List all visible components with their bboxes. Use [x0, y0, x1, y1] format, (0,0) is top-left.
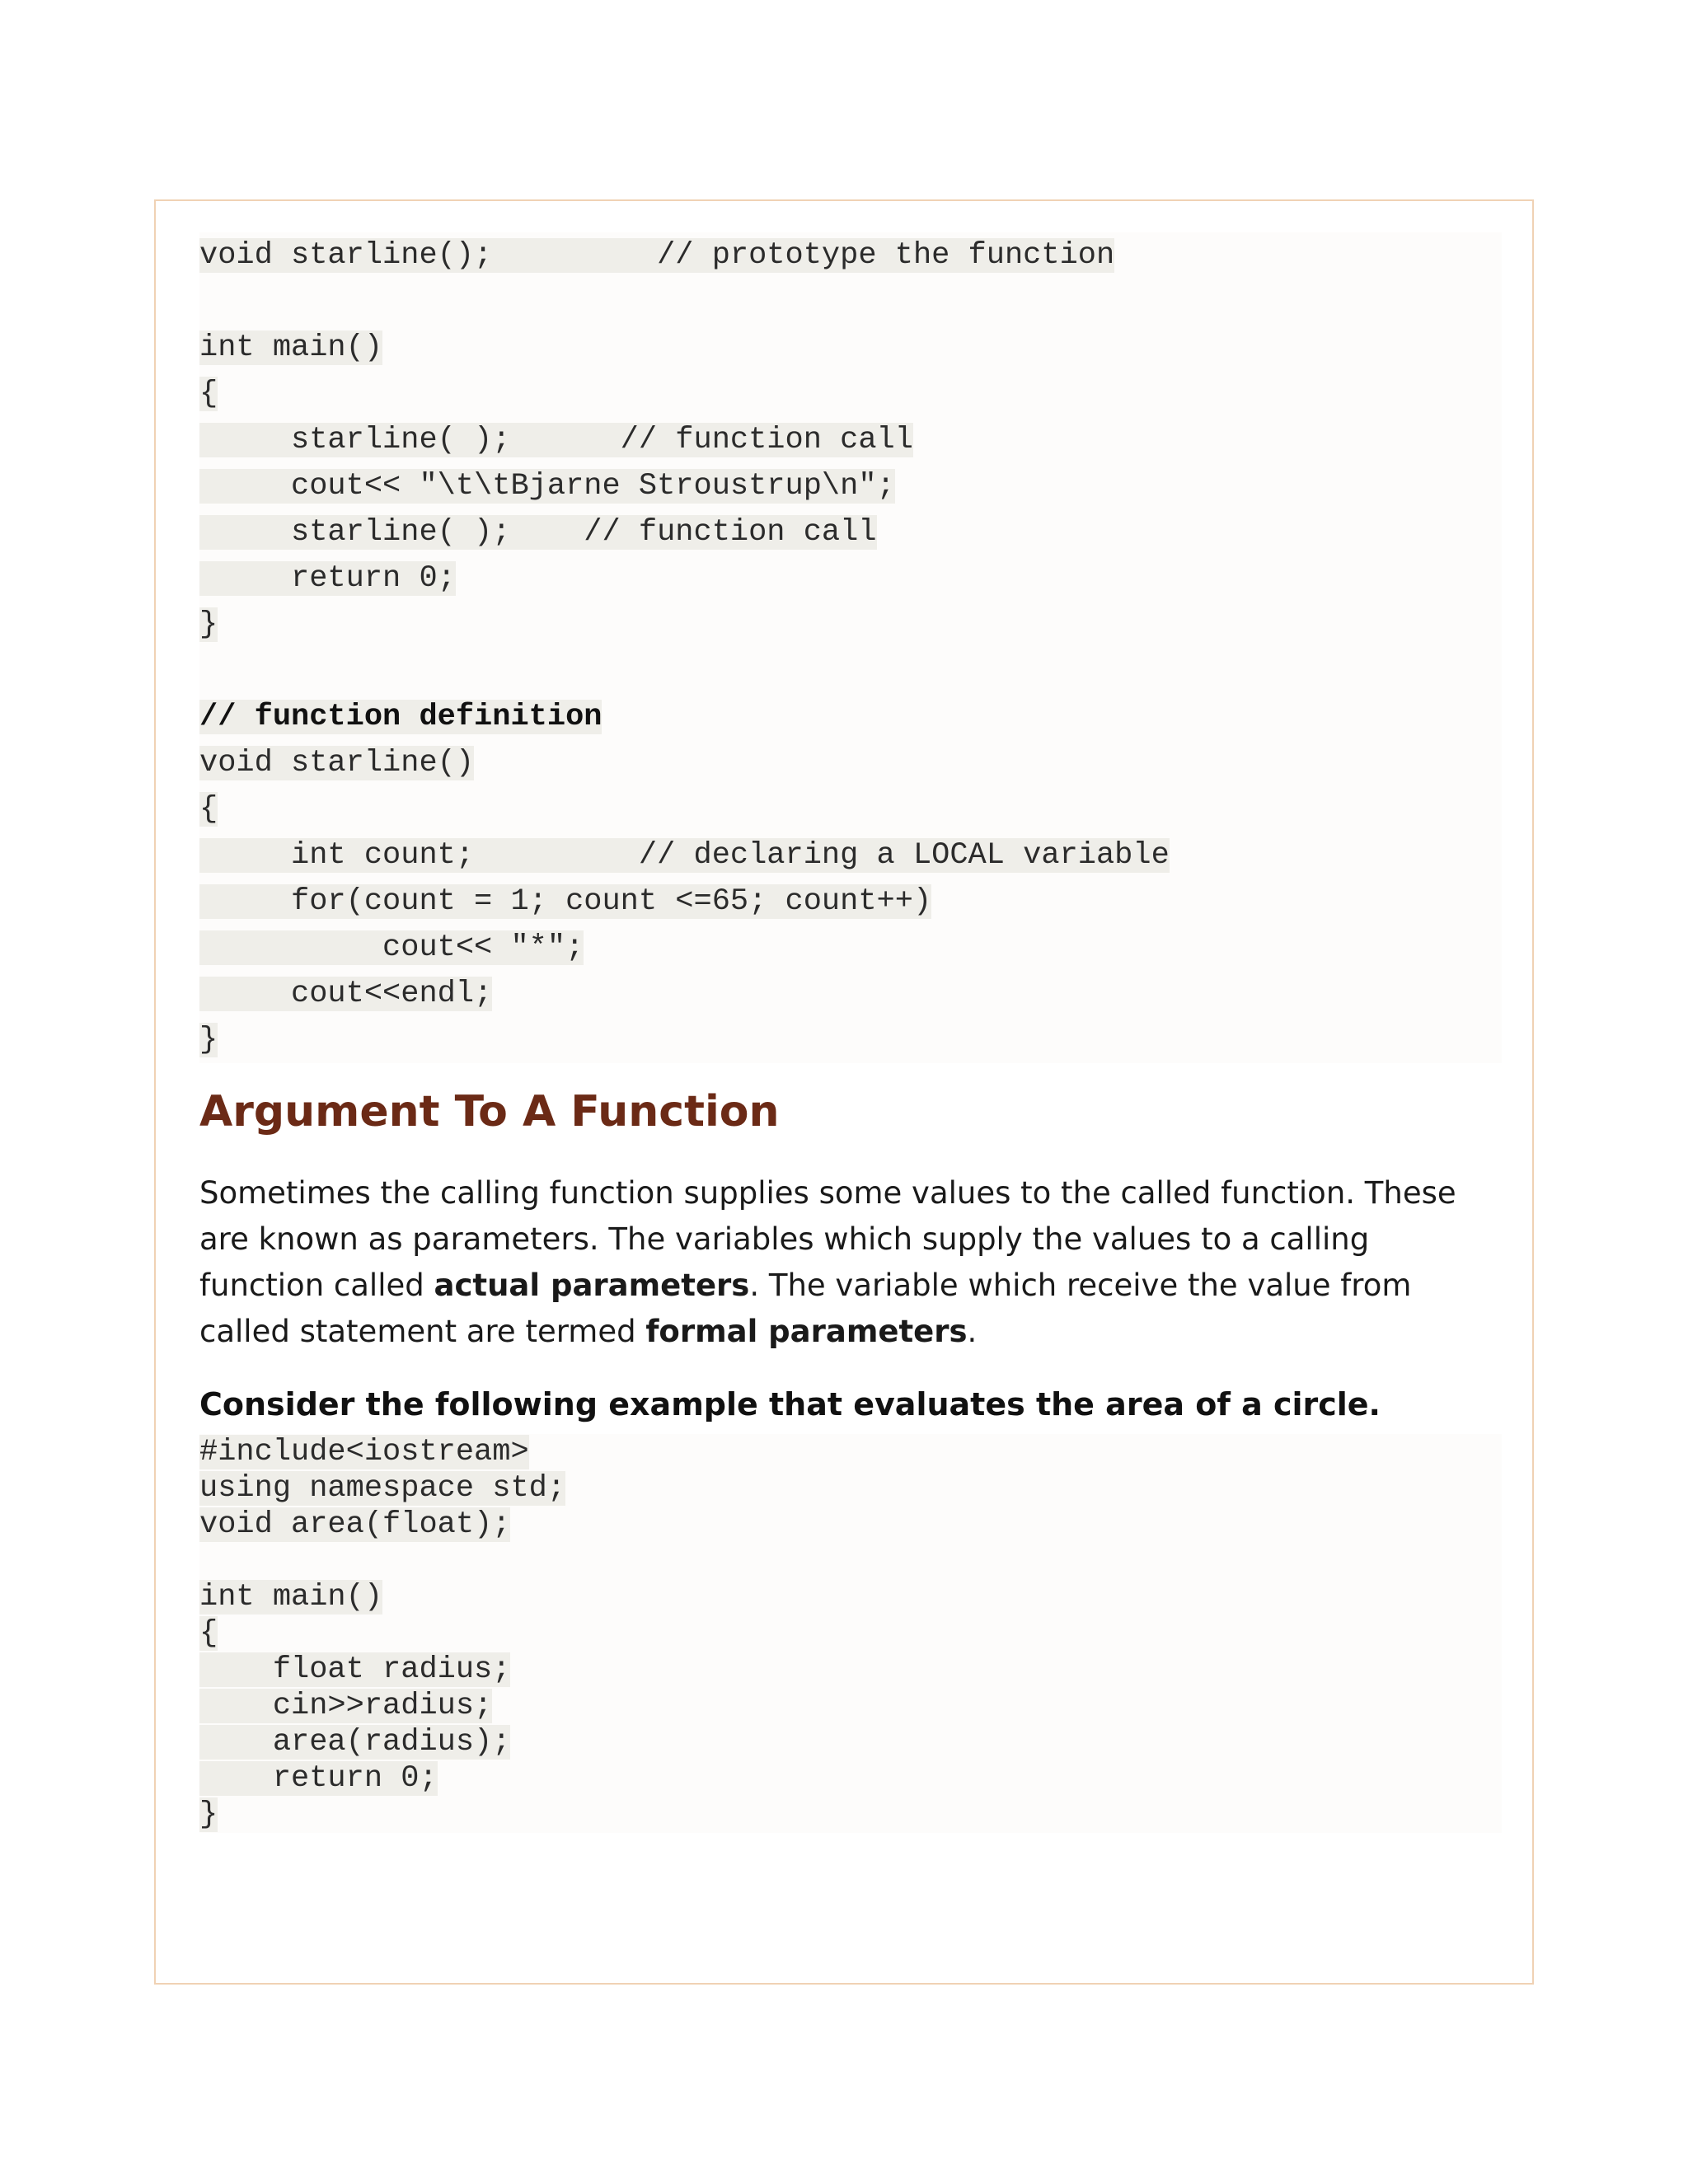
code-line-blank [199, 1543, 1502, 1579]
code-line: { [199, 792, 218, 827]
code-line: { [199, 377, 218, 411]
code-line: cout<<endl; [199, 977, 493, 1011]
code-line: cin>>radius; [199, 1689, 493, 1723]
code-line: for(count = 1; count <=65; count++) [199, 884, 932, 919]
code-line: cout<< "\t\tBjarne Stroustrup\n"; [199, 469, 895, 504]
code-block-function-definition [199, 694, 1502, 1063]
code-line: return 0; [199, 1761, 438, 1796]
code-line: #include<iostream> [199, 1435, 529, 1469]
paragraph-text: Sometimes the calling function supplies some values to the called function. These are known as parameters. The variables which supply the values to a calling function called [199, 1175, 1456, 1303]
code-line: } [199, 1023, 218, 1057]
code-line: float radius; [199, 1652, 511, 1687]
body-paragraph [199, 1170, 1502, 1355]
code-block-area-example [199, 1434, 1502, 1833]
code-line: cout<< "*"; [199, 930, 584, 965]
paragraph-text: . The variable which receive the value from called statement are termed [199, 1268, 1412, 1349]
code-line: { [199, 1616, 218, 1651]
code-line-blank [199, 279, 1502, 325]
code-line: void starline() [199, 746, 475, 780]
code-line: int main() [199, 330, 383, 365]
code-comment-heading: // function definition [199, 700, 603, 734]
bold-term-formal-parameters: formal parameters [645, 1314, 968, 1349]
code-line: return 0; [199, 561, 456, 596]
code-line: starline( ); // function call [199, 423, 913, 457]
code-line: int main() [199, 1580, 383, 1615]
example-intro: Consider the following example that evaluates the area of a circle. [199, 1386, 1381, 1422]
code-line: starline( ); // function call [199, 515, 877, 550]
code-line: int count; // declaring a LOCAL variable [199, 838, 1170, 873]
code-line: area(radius); [199, 1725, 511, 1760]
code-line: using namespace std; [199, 1471, 566, 1506]
code-line-blank [199, 648, 1502, 694]
bold-term-actual-parameters: actual parameters [434, 1268, 750, 1303]
paragraph-text: . [967, 1314, 978, 1349]
document-content [199, 232, 1502, 1833]
code-line: void starline(); // prototype the function [199, 238, 1115, 273]
section-heading: Argument To A Function [199, 1087, 780, 1137]
code-block-prototype-main [199, 232, 1502, 694]
code-line: } [199, 1797, 218, 1832]
code-line: } [199, 607, 218, 642]
code-line: void area(float); [199, 1507, 511, 1542]
